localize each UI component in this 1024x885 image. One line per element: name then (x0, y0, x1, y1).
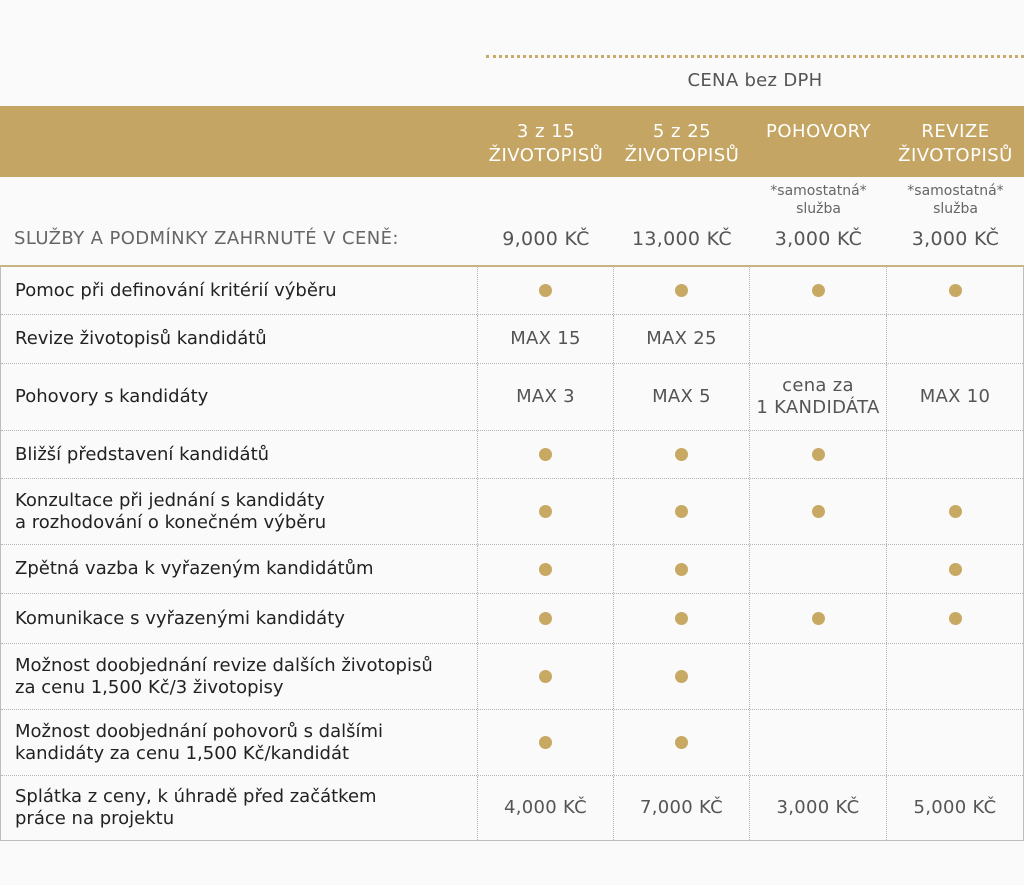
cell-value-line1: MAX 5 (652, 386, 711, 407)
included-dot-icon (949, 505, 962, 518)
cell-value-line1: MAX 25 (646, 328, 717, 349)
cell-value-line1: 5,000 KČ (913, 797, 997, 818)
table-row (1, 709, 1023, 775)
column-title-4-line2: ŽIVOTOPISŮ (898, 145, 1013, 166)
row-cell-col-4 (886, 431, 1023, 478)
row-cell-col-1 (477, 776, 613, 840)
included-dot-icon (539, 284, 552, 297)
table-row (1, 430, 1023, 478)
services-table (0, 265, 1024, 841)
row-cell-col-4 (886, 545, 1023, 593)
row-label (1, 479, 477, 544)
header-band (0, 106, 1024, 177)
row-label-line2: práce na projektu (15, 808, 175, 829)
table-row (1, 267, 1023, 314)
column-title-4 (887, 120, 1024, 168)
row-label-line1: Pohovory s kandidáty (15, 386, 209, 407)
included-dot-icon (675, 736, 688, 749)
column-note-4-line2: služba (933, 201, 978, 217)
row-cell-col-3 (749, 644, 886, 709)
row-cell-col-2 (613, 364, 749, 430)
row-cell-col-1 (477, 710, 613, 775)
row-label-line1: Komunikace s vyřazenými kandidáty (15, 607, 345, 629)
row-label-line1: Zpětná vazba k vyřazeným kandidátům (15, 558, 374, 579)
column-note-3 (750, 182, 887, 218)
included-dot-icon (675, 284, 688, 297)
column-note-3-line2: služba (796, 201, 841, 217)
row-label-line2: a rozhodování o konečném výběru (15, 511, 327, 533)
included-dot-icon (675, 612, 688, 625)
included-dot-icon (949, 612, 962, 625)
cell-value (920, 386, 991, 408)
row-cell-col-2 (613, 431, 749, 478)
column-title-2-line1: 5 z 25 (652, 121, 712, 142)
included-dot-icon (812, 448, 825, 461)
cell-value (510, 328, 581, 350)
row-cell-col-3 (749, 479, 886, 544)
cell-value-line1: 3,000 KČ (776, 797, 860, 818)
row-label-text (15, 280, 337, 302)
row-label-line1: Bližší představení kandidátů (15, 443, 270, 465)
table-row (1, 775, 1023, 840)
cell-value-line2: 1 KANDIDÁTA (756, 397, 880, 418)
column-title-1-line1: 3 z 15 (516, 121, 576, 142)
row-label (1, 594, 477, 643)
table-row (1, 643, 1023, 709)
cell-value-line1: MAX 10 (919, 386, 991, 407)
cell-value (640, 797, 723, 819)
row-label (1, 431, 477, 478)
cell-value (913, 797, 996, 819)
row-cell-col-1 (477, 479, 613, 544)
row-label-text (15, 655, 433, 699)
column-title-3 (750, 120, 887, 144)
cell-value (504, 797, 587, 819)
row-label-line2: kandidáty za cenu 1,500 Kč/kandidát (15, 742, 350, 764)
cell-value-line1: cena za (782, 375, 854, 396)
cell-value (652, 386, 711, 408)
table-row (1, 593, 1023, 643)
cell-value (756, 375, 879, 419)
included-dot-icon (949, 563, 962, 576)
table-row (1, 478, 1023, 544)
row-cell-col-3 (749, 545, 886, 593)
table-row (1, 363, 1023, 430)
included-dot-icon (812, 284, 825, 297)
included-dot-icon (675, 448, 688, 461)
column-title-2 (614, 120, 750, 168)
included-dot-icon (539, 505, 552, 518)
row-cell-col-2 (613, 710, 749, 775)
row-cell-col-2 (613, 545, 749, 593)
cell-value-line1: 4,000 KČ (503, 797, 588, 818)
row-cell-col-3 (749, 594, 886, 643)
row-cell-col-3 (749, 267, 886, 314)
row-cell-col-1 (477, 431, 613, 478)
row-cell-col-4 (886, 710, 1023, 775)
row-label-text (15, 721, 383, 765)
included-dot-icon (539, 563, 552, 576)
column-title-3-line1: POHOVORY (766, 121, 871, 142)
row-label-text (15, 444, 269, 466)
column-price-1: 9,000 KČ (502, 228, 590, 250)
row-cell-col-4 (886, 364, 1023, 430)
column-note-4 (887, 182, 1024, 218)
column-title-2-line2: ŽIVOTOPISŮ (624, 145, 740, 166)
table-row (1, 544, 1023, 593)
row-cell-col-4 (886, 267, 1023, 314)
row-label (1, 267, 477, 314)
row-cell-col-1 (477, 267, 613, 314)
row-label-text (15, 558, 374, 580)
row-label-line1: Konzultace při jednání s kandidáty (15, 489, 325, 511)
cell-value-line1: MAX 15 (510, 328, 581, 349)
row-cell-col-2 (613, 267, 749, 314)
price-note: CENA bez DPH (687, 70, 823, 91)
row-label (1, 710, 477, 775)
cell-value (646, 328, 717, 350)
cell-value (776, 797, 859, 819)
row-cell-col-1 (477, 545, 613, 593)
included-dot-icon (949, 284, 962, 297)
included-dot-icon (675, 505, 688, 518)
column-title-1 (478, 120, 614, 168)
column-note-4-line1: *samostatná* (907, 183, 1004, 199)
included-dot-icon (812, 505, 825, 518)
included-dot-icon (539, 736, 552, 749)
row-cell-col-2 (613, 644, 749, 709)
included-dot-icon (539, 612, 552, 625)
row-cell-col-4 (886, 644, 1023, 709)
row-label-line1: Pomoc při definování kritérií výběru (15, 279, 337, 301)
included-dot-icon (812, 612, 825, 625)
cell-value-line1: 7,000 KČ (639, 797, 724, 818)
row-label (1, 315, 477, 363)
row-label-text (15, 608, 345, 630)
row-label-line1: Revize životopisů kandidátů (15, 328, 267, 349)
column-title-1-line2: ŽIVOTOPISŮ (488, 145, 604, 166)
row-cell-col-2 (613, 776, 749, 840)
column-note-3-line1: *samostatná* (770, 183, 867, 199)
row-label-text (15, 490, 326, 534)
row-label (1, 776, 477, 840)
row-cell-col-3 (749, 710, 886, 775)
table-row (1, 314, 1023, 363)
included-dot-icon (675, 563, 688, 576)
services-label: SLUŽBY A PODMÍNKY ZAHRNUTÉ V CENĚ: (14, 228, 399, 249)
row-cell-col-4 (886, 594, 1023, 643)
row-label-line1: Možnost doobjednání pohovorů s dalšími (15, 720, 384, 742)
row-cell-col-4 (886, 479, 1023, 544)
cell-value (516, 386, 575, 408)
row-label-line1: Možnost doobjednání revize dalších životopisů (15, 654, 433, 676)
included-dot-icon (539, 448, 552, 461)
cell-value-line1: MAX 3 (516, 386, 575, 407)
row-cell-col-1 (477, 315, 613, 363)
row-cell-col-4 (886, 315, 1023, 363)
row-cell-col-3 (749, 431, 886, 478)
column-title-4-line1: REVIZE (921, 121, 990, 142)
row-label (1, 545, 477, 593)
dotted-divider (486, 55, 1024, 58)
included-dot-icon (539, 670, 552, 683)
row-cell-col-1 (477, 594, 613, 643)
row-label-line1: Splátka z ceny, k úhradě před začátkem (15, 786, 377, 807)
row-cell-col-2 (613, 479, 749, 544)
row-cell-col-1 (477, 364, 613, 430)
row-cell-col-3 (749, 315, 886, 363)
row-cell-col-3 (749, 364, 886, 430)
row-label (1, 364, 477, 430)
row-cell-col-2 (613, 594, 749, 643)
row-cell-col-4 (886, 776, 1023, 840)
row-label-text (15, 328, 267, 350)
column-price-3: 3,000 KČ (774, 228, 863, 250)
row-cell-col-1 (477, 644, 613, 709)
row-cell-col-2 (613, 315, 749, 363)
row-cell-col-3 (749, 776, 886, 840)
row-label-line2: za cenu 1,500 Kč/3 životopisy (15, 676, 284, 698)
column-price-2: 13,000 KČ (632, 228, 732, 250)
included-dot-icon (675, 670, 688, 683)
row-label (1, 644, 477, 709)
row-label-text (15, 386, 208, 408)
column-price-4: 3,000 KČ (911, 228, 1000, 250)
row-label-text (15, 786, 377, 830)
